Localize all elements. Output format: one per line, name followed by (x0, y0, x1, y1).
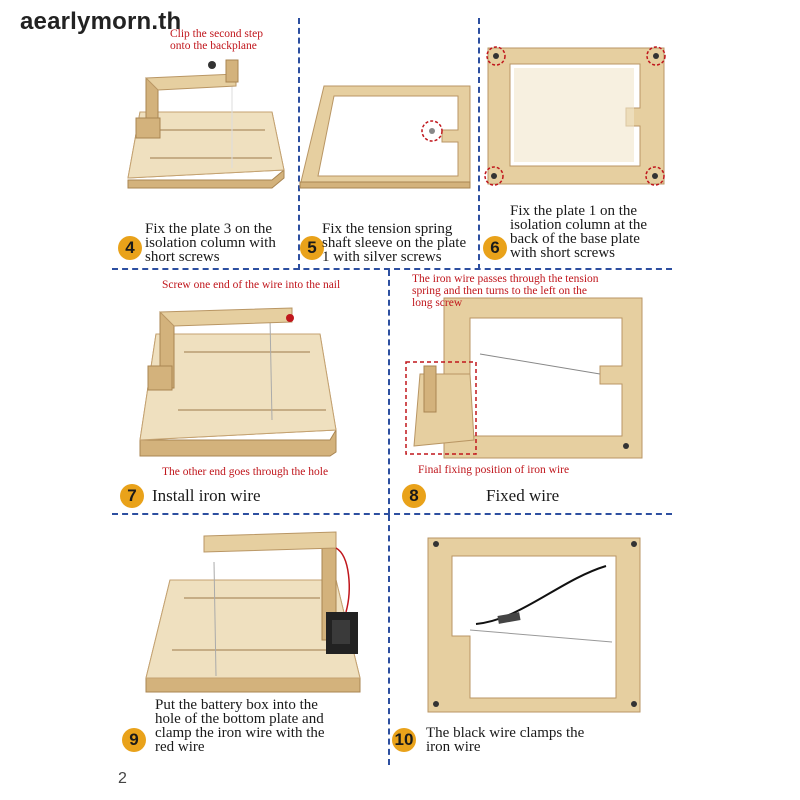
page-number: 2 (118, 770, 127, 787)
step10-image (428, 538, 640, 712)
step-caption: Fix the plate 3 on the isolation column with short screws (145, 221, 276, 265)
watermark: aearlymorn.th (20, 8, 182, 35)
annotation-iron-wire-passes: The iron wire passes through the tension spring and then turns to the left on the long screw (412, 273, 599, 309)
step-caption: The black wire clamps the iron wire (426, 725, 585, 755)
step-number-badge: 10 (392, 728, 416, 752)
step-number-badge: 8 (402, 484, 426, 508)
step-caption: Fix the tension spring shaft sleeve on the plate 1 with silver screws (322, 221, 467, 265)
step-number-badge: 6 (483, 236, 507, 260)
annotation-screw-one-end: Screw one end of the wire into the nail (162, 279, 341, 291)
step6-image (485, 47, 665, 185)
step-number-badge: 7 (120, 484, 144, 508)
step8-image (406, 298, 642, 458)
annotation-other-end-hole: The other end goes through the hole (162, 466, 329, 478)
step4-image (128, 60, 284, 188)
annotation-clip-second-step: Clip the second step onto the backplane (170, 28, 263, 52)
annotation-final-fixing: Final fixing position of iron wire (418, 464, 570, 476)
step-number-badge: 4 (118, 236, 142, 260)
step7-image (140, 308, 336, 456)
step9-image (146, 532, 360, 692)
step-caption: Fix the plate 1 on the isolation column at the back of the base plate with short screws (510, 203, 648, 261)
step-caption: Put the battery box into the hole of the bottom plate and clamp the iron wire with the red wire (155, 697, 325, 755)
step-caption: Install iron wire (152, 486, 261, 505)
step-number-badge: 9 (122, 728, 146, 752)
step-number-badge: 5 (300, 236, 324, 260)
step5-image (300, 86, 470, 188)
step-caption: Fixed wire (486, 486, 560, 505)
